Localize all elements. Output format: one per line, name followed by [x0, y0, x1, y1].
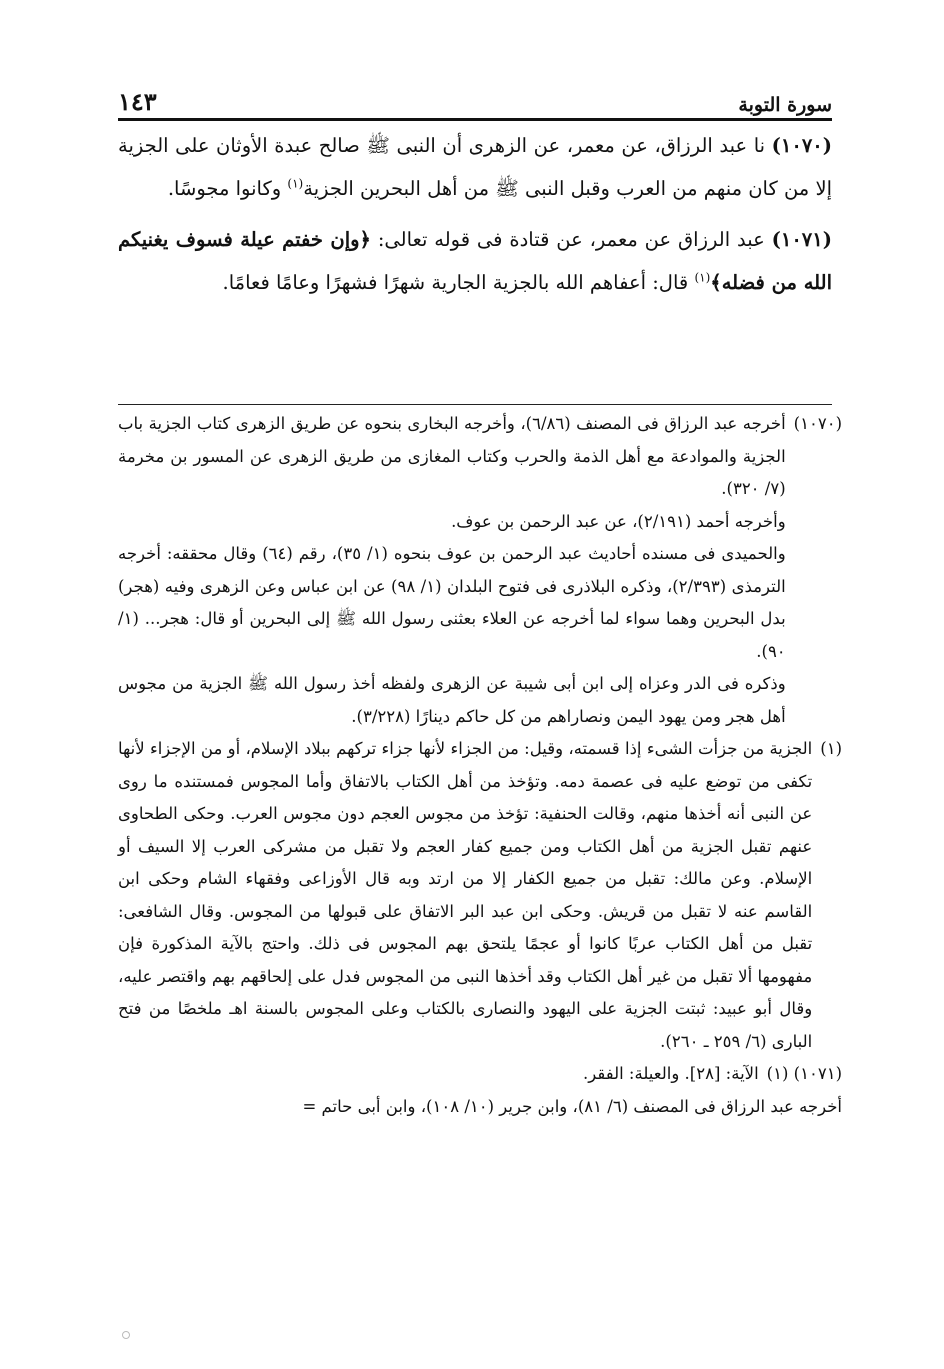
hadith-1070	[118, 124, 832, 210]
header-rule	[118, 118, 832, 121]
hadith-text-end: وكانوا مجوسًا.	[167, 177, 282, 200]
note-label	[759, 1058, 842, 1091]
scan-mark	[122, 1331, 130, 1339]
note-paragraph: أخرجه عبد الرزاق فى المصنف (٦/ ٨١)، وابن جرير (١٠/ ١٠٨)، وابن أبى حاتم =	[302, 1096, 842, 1116]
note-1071-continued	[118, 1091, 842, 1124]
note-1071	[118, 1058, 842, 1091]
note-paragraph: وأخرجه أحمد (٢/١٩١)، عن عبد الرحمن بن عوف.	[451, 511, 786, 531]
footnote-separator	[118, 404, 832, 405]
hadith-number: (١٠٧١)	[771, 228, 832, 251]
note-footnote-label: (١)	[766, 1064, 789, 1083]
note-paragraph: الجزية من جزأت الشىء إذا قسمته، وقيل: من الجزاء لأنها جزاء تركهم ببلاد الإسلام، أو من الإجزاء لأنها تكفى من توضع عليه فى عصمة دمه. وتؤخذ من أهل الكتاب بالاتفاق وأما المجوس فمستنده ما روى عن النبى أنه أخذها منهم، وقالت الحنفية: تؤخذ من مجوس العجم دون مجوس العرب. وحكى الطحاوى عنهم تقبل الجزية من أهل الكتاب ومن جميع كفار العجم ولا تقبل من مشركى العرب إلا السيف أو الإسلام. وعن مالك: تقبل من جميع الكفار إلا من ارتد وبه قال الأوزاعى وفقهاء الشام وحكى ابن القاسم عنه لا تقبل من قريش. وحكى ابن عبد البر الاتفاق على قبولها من المجوس. وقال الشافعى: تقبل من أهل الكتاب عربًا كانوا أو عجمًا يلتحق بهم المجوس فى ذلك. واحتج بالآية المذكورة فإن مفهومها ألا تقبل من غير أهل الكتاب وقد أخذها النبى من المجوس فدل على إلحاقهم بهم واقتصر عليه، وقال أبو عبيد: ثبتت الجزية على اليهود والنصارى بالكتاب وعلى المجوس بالسنة اهـ ملخصًا من فتح البارى (٦/ ٢٥٩ ـ ٢٦٠).	[118, 739, 813, 1051]
note-label: (١)	[820, 739, 842, 758]
note-paragraph: الآية: [٢٨]. والعيلة: الفقر.	[583, 1064, 759, 1083]
footnote-1	[118, 733, 842, 1058]
note-body	[118, 1058, 759, 1091]
page-header	[118, 78, 832, 116]
footnotes	[118, 408, 842, 1123]
surah-title: سورة التوبة	[738, 94, 832, 116]
hadith-text: عبد الرزاق عن معمر، عن قتادة فى قوله تعالى:	[377, 228, 765, 251]
note-number: (١٠٧١)	[793, 1064, 842, 1083]
note-body	[118, 1091, 842, 1124]
footnote-ref: (١)	[694, 270, 711, 285]
note-paragraph: أخرجه عبد الرزاق فى المصنف (٦/٨٦)، وأخرجه البخارى بنحوه عن طريق الزهرى كتاب الجزية باب الجزية والموادعة مع أهل الذمة والحرب وكتاب المغازى من طريق الزهرى عن المسور بن مخرمة (٧/ ٣٢٠).	[118, 414, 786, 498]
note-body	[118, 733, 812, 1058]
hadith-number: (١٠٧٠)	[771, 134, 833, 157]
note-paragraph: والحميدى فى مسنده أحاديث عبد الرحمن بن عوف بنحوه (١/ ٣٥)، رقم (٦٤) وقال محققه: أخرجه الترمذى (٢/٣٩٣)، وذكره البلاذرى فى فتوح البلدان (١/ ٩٨) عن ابن عباس وعن الزهرى وفيه (هجر) بدل البحرين وهما سواء لما أخرجه عن العلاء بعثنى رسول الله ﷺ إلى البحرين أو قال: هجر... (١/ ٩٠).	[118, 544, 786, 661]
page-number: ١٤٣	[118, 87, 157, 116]
quran-verse: ﴿وإن خفتم عيلة فسوف يغنيكم الله من فضله﴾	[118, 228, 832, 294]
footnote-ref: (١)	[287, 176, 304, 191]
note-paragraph: وذكره فى الدر وعزاه إلى ابن أبى شيبة عن الزهرى ولفظه أخذ رسول الله ﷺ الجزية من مجوس أهل هجر ومن يهود اليمن ونصاراهم من كل حاكم دينارًا (٣/٢٢٨).	[118, 674, 786, 726]
hadith-text: نا عبد الرزاق، عن معمر، عن الزهرى أن النبى ﷺ صالح عبدة الأوثان على الجزية إلا من كان منهم من العرب وقبل النبى ﷺ من أهل البحرين الجزية	[118, 134, 832, 200]
note-1070	[118, 408, 842, 733]
note-body	[118, 408, 786, 733]
hadith-text: قال: أعفاهم الله بالجزية الجارية شهرًا فشهرًا وعامًا فعامًا.	[222, 271, 689, 294]
main-text	[118, 124, 832, 304]
note-label: (١٠٧٠)	[793, 414, 842, 433]
hadith-1071	[118, 218, 832, 304]
